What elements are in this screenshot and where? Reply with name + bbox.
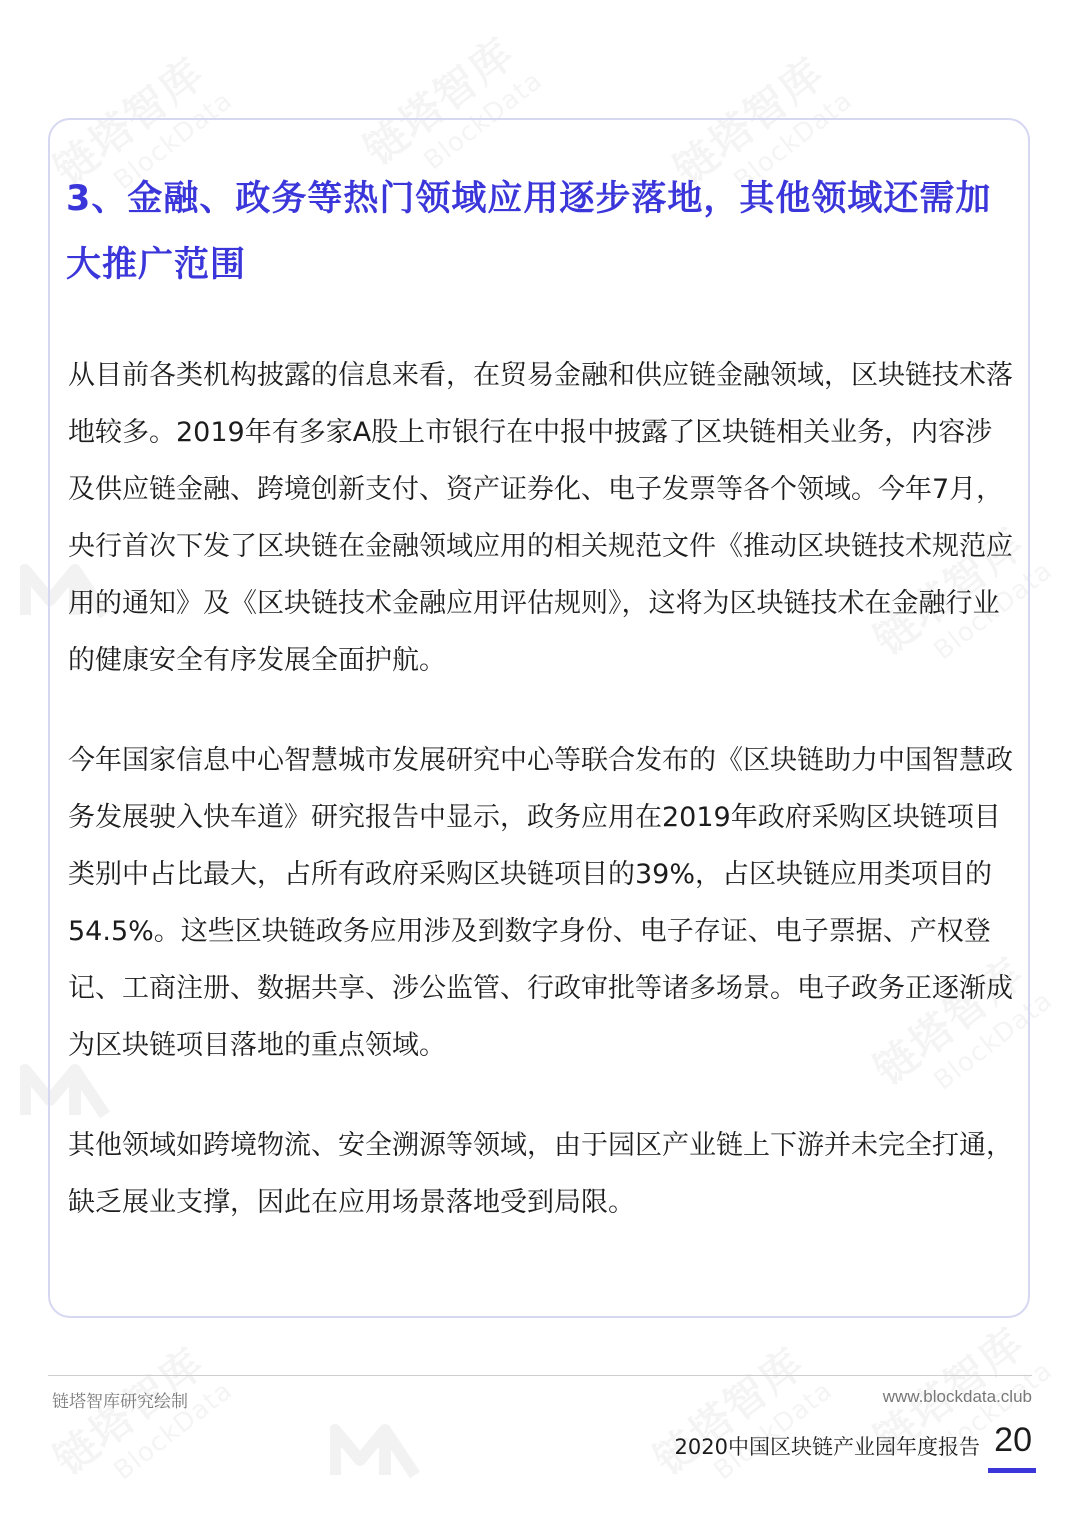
footer-divider — [48, 1375, 1032, 1376]
report-title: 2020中国区块链产业园年度报告 — [674, 1435, 980, 1459]
footer-source: 链塔智库研究绘制 — [52, 1392, 188, 1412]
watermark-brand-cn — [640, 1328, 820, 1487]
section-heading: 3、金融、政务等热门领域应用逐步落地，其他领域还需加大推广范围 — [66, 179, 992, 285]
page-number-underline — [988, 1468, 1036, 1473]
page-number: 20 — [994, 1421, 1032, 1459]
watermark — [40, 1328, 238, 1511]
paragraph-other-fields: 其他领域如跨境物流、安全溯源等领域，由于园区产业链上下游并未完全打通，缺乏展业支撑，因此在应用场景落地受到局限。 — [68, 1130, 1013, 1218]
watermark — [640, 1328, 838, 1511]
watermark-logo-icon — [330, 1420, 420, 1480]
paragraph-finance: 从目前各类机构披露的信息来看，在贸易金融和供应链金融领域，区块链技术落地较多。2019年有多家A股上市银行在中报中披露了区块链相关业务，内容涉及供应链金融、跨境创新支付、资产证券化、电子发票等各个领域。今年7月，央行首次下发了区块链在金融领域应用的相关规范文件《推动区块链技术规范应用的通知》及《区块链技术金融应用评估规则》，这将为区块链技术在金融行业的健康安全有序发展全面护航。 — [68, 360, 1013, 676]
footer-website: www.blockdata.club — [882, 1387, 1032, 1406]
paragraph-government: 今年国家信息中心智慧城市发展研究中心等联合发布的《区块链助力中国智慧政务发展驶入快车道》研究报告中显示，政务应用在2019年政府采购区块链项目类别中占比最大，占所有政府采购区块链项目的39%，占区块链应用类项目的54.5%。这些区块链政务应用涉及到数字身份、电子存证、电子票据、产权登记、工商注册、数据共享、涉公监管、行政审批等诸多场景。电子政务正逐渐成为区块链项目落地的重点领域。 — [68, 745, 1013, 1061]
